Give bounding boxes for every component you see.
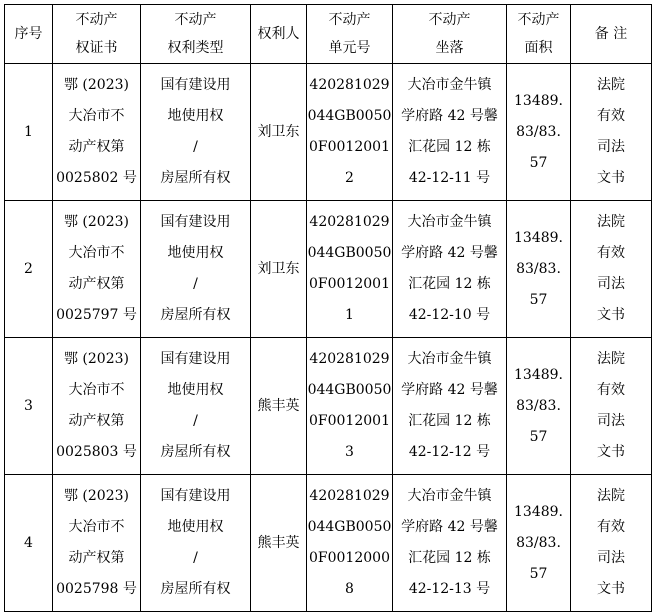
row-area bbox=[507, 64, 571, 201]
remark-line: 有效 bbox=[597, 519, 625, 535]
row-unit-number bbox=[307, 64, 393, 201]
header-remark: 备 注 bbox=[571, 5, 652, 64]
right-type-line: 房屋所有权 bbox=[160, 444, 231, 460]
location-line: 学府路 42 号馨 bbox=[401, 108, 498, 124]
row-right-type bbox=[141, 475, 251, 612]
row-cert-number bbox=[53, 201, 141, 338]
area-line: 13489. bbox=[514, 92, 563, 109]
header-type-line: 权利类型 bbox=[167, 40, 224, 56]
remark-line: 司法 bbox=[597, 276, 625, 292]
row-right-type bbox=[141, 201, 251, 338]
right-type-line: 国有建设用 bbox=[160, 351, 231, 367]
area-line: 83/83. bbox=[516, 123, 561, 140]
unit-line: 044GB0050 bbox=[307, 108, 392, 124]
right-type-line: 地使用权 bbox=[167, 519, 224, 535]
right-type-line: / bbox=[193, 413, 198, 429]
unit-line: 0F0012001 bbox=[309, 276, 390, 292]
right-type-line: 地使用权 bbox=[167, 382, 224, 398]
area-line: 13489. bbox=[514, 366, 563, 383]
cert-line: 动产权第 bbox=[68, 139, 125, 155]
remark-line: 法院 bbox=[597, 214, 625, 230]
unit-line: 1 bbox=[345, 307, 354, 323]
cert-line: 鄂 (2023) bbox=[63, 214, 129, 230]
header-row bbox=[5, 5, 652, 64]
header-type bbox=[141, 5, 251, 64]
right-type-line: 国有建设用 bbox=[160, 214, 231, 230]
remark-line: 司法 bbox=[597, 139, 625, 155]
area-line: 83/83. bbox=[516, 534, 561, 551]
row-holder: 刘卫东 bbox=[251, 64, 307, 201]
unit-line: 420281029 bbox=[309, 214, 390, 230]
area-line: 83/83. bbox=[516, 260, 561, 277]
header-unit-line: 不动产 bbox=[328, 12, 371, 28]
area-line: 83/83. bbox=[516, 397, 561, 414]
unit-line: 2 bbox=[345, 170, 354, 186]
header-location-line: 坐落 bbox=[435, 40, 464, 56]
location-line: 汇花园 12 栋 bbox=[408, 550, 491, 566]
header-cert bbox=[53, 5, 141, 64]
location-line: 大冶市金牛镇 bbox=[407, 214, 492, 230]
row-remark bbox=[571, 475, 652, 612]
unit-line: 0F0012000 bbox=[309, 550, 390, 566]
table-row bbox=[5, 475, 652, 612]
row-cert-number bbox=[53, 338, 141, 475]
unit-line: 044GB0050 bbox=[307, 245, 392, 261]
unit-line: 420281029 bbox=[309, 351, 390, 367]
row-right-type bbox=[141, 338, 251, 475]
area-line: 13489. bbox=[514, 229, 563, 246]
location-line: 学府路 42 号馨 bbox=[401, 245, 498, 261]
right-type-line: 地使用权 bbox=[167, 245, 224, 261]
cert-line: 动产权第 bbox=[68, 550, 125, 566]
right-type-line: / bbox=[193, 276, 198, 292]
remark-line: 文书 bbox=[597, 581, 625, 597]
location-line: 学府路 42 号馨 bbox=[401, 382, 498, 398]
cert-line: 大冶市不 bbox=[68, 245, 125, 261]
row-location bbox=[393, 64, 507, 201]
row-unit-number bbox=[307, 338, 393, 475]
location-line: 汇花园 12 栋 bbox=[408, 276, 491, 292]
right-type-line: / bbox=[193, 139, 198, 155]
header-area-line: 面积 bbox=[524, 40, 553, 56]
right-type-line: 国有建设用 bbox=[160, 488, 231, 504]
location-line: 汇花园 12 栋 bbox=[408, 413, 491, 429]
header-cert-line: 权证书 bbox=[75, 40, 118, 56]
table-row bbox=[5, 201, 652, 338]
area-line: 13489. bbox=[514, 503, 563, 520]
location-line: 大冶市金牛镇 bbox=[407, 351, 492, 367]
header-location bbox=[393, 5, 507, 64]
location-line: 42-12-11 号 bbox=[408, 170, 491, 186]
row-seq: 1 bbox=[5, 64, 53, 201]
header-location-line: 不动产 bbox=[428, 12, 471, 28]
unit-line: 420281029 bbox=[309, 77, 390, 93]
remark-line: 文书 bbox=[597, 444, 625, 460]
remark-line: 法院 bbox=[597, 351, 625, 367]
location-line: 汇花园 12 栋 bbox=[408, 139, 491, 155]
row-area bbox=[507, 475, 571, 612]
remark-line: 法院 bbox=[597, 77, 625, 93]
row-remark bbox=[571, 338, 652, 475]
row-seq: 4 bbox=[5, 475, 53, 612]
cert-line: 0025798 号 bbox=[56, 581, 137, 597]
row-holder: 熊丰英 bbox=[251, 338, 307, 475]
area-line: 57 bbox=[529, 428, 548, 445]
remark-line: 司法 bbox=[597, 550, 625, 566]
header-unit-line: 单元号 bbox=[328, 40, 371, 56]
cert-line: 0025797 号 bbox=[56, 307, 137, 323]
unit-line: 044GB0050 bbox=[307, 519, 392, 535]
location-line: 学府路 42 号馨 bbox=[401, 519, 498, 535]
location-line: 42-12-12 号 bbox=[408, 444, 491, 460]
row-unit-number bbox=[307, 201, 393, 338]
remark-line: 文书 bbox=[597, 307, 625, 323]
location-line: 大冶市金牛镇 bbox=[407, 488, 492, 504]
cert-line: 大冶市不 bbox=[68, 519, 125, 535]
header-unit bbox=[307, 5, 393, 64]
row-unit-number bbox=[307, 475, 393, 612]
row-location bbox=[393, 338, 507, 475]
cert-line: 0025803 号 bbox=[56, 444, 137, 460]
row-right-type bbox=[141, 64, 251, 201]
remark-line: 有效 bbox=[597, 245, 625, 261]
right-type-line: 房屋所有权 bbox=[160, 170, 231, 186]
right-type-line: 国有建设用 bbox=[160, 77, 231, 93]
cert-line: 鄂 (2023) bbox=[63, 77, 129, 93]
row-cert-number bbox=[53, 475, 141, 612]
row-area bbox=[507, 201, 571, 338]
area-line: 57 bbox=[529, 154, 548, 171]
header-area bbox=[507, 5, 571, 64]
location-line: 42-12-10 号 bbox=[408, 307, 491, 323]
area-line: 57 bbox=[529, 565, 548, 582]
cert-line: 鄂 (2023) bbox=[63, 351, 129, 367]
table-row bbox=[5, 338, 652, 475]
row-seq: 3 bbox=[5, 338, 53, 475]
row-cert-number bbox=[53, 64, 141, 201]
header-holder: 权利人 bbox=[251, 5, 307, 64]
remark-line: 法院 bbox=[597, 488, 625, 504]
row-location bbox=[393, 201, 507, 338]
header-area-line: 不动产 bbox=[517, 12, 560, 28]
table-row bbox=[5, 64, 652, 201]
unit-line: 3 bbox=[345, 444, 354, 460]
cert-line: 大冶市不 bbox=[68, 108, 125, 124]
cert-line: 0025802 号 bbox=[56, 170, 137, 186]
remark-line: 有效 bbox=[597, 382, 625, 398]
remark-line: 文书 bbox=[597, 170, 625, 186]
right-type-line: 房屋所有权 bbox=[160, 581, 231, 597]
row-location bbox=[393, 475, 507, 612]
unit-line: 0F0012001 bbox=[309, 139, 390, 155]
remark-line: 有效 bbox=[597, 108, 625, 124]
remark-line: 司法 bbox=[597, 413, 625, 429]
right-type-line: 房屋所有权 bbox=[160, 307, 231, 323]
unit-line: 8 bbox=[345, 581, 354, 597]
header-cert-line: 不动产 bbox=[75, 12, 118, 28]
right-type-line: / bbox=[193, 550, 198, 566]
cert-line: 大冶市不 bbox=[68, 382, 125, 398]
location-line: 大冶市金牛镇 bbox=[407, 77, 492, 93]
cert-line: 动产权第 bbox=[68, 413, 125, 429]
unit-line: 0F0012001 bbox=[309, 413, 390, 429]
area-line: 57 bbox=[529, 291, 548, 308]
row-seq: 2 bbox=[5, 201, 53, 338]
property-rights-table bbox=[4, 4, 652, 612]
row-remark bbox=[571, 64, 652, 201]
unit-line: 420281029 bbox=[309, 488, 390, 504]
header-type-line: 不动产 bbox=[174, 12, 217, 28]
row-holder: 刘卫东 bbox=[251, 201, 307, 338]
row-remark bbox=[571, 201, 652, 338]
unit-line: 044GB0050 bbox=[307, 382, 392, 398]
header-seq: 序号 bbox=[5, 5, 53, 64]
cert-line: 鄂 (2023) bbox=[63, 488, 129, 504]
row-area bbox=[507, 338, 571, 475]
cert-line: 动产权第 bbox=[68, 276, 125, 292]
location-line: 42-12-13 号 bbox=[408, 581, 491, 597]
right-type-line: 地使用权 bbox=[167, 108, 224, 124]
row-holder: 熊丰英 bbox=[251, 475, 307, 612]
